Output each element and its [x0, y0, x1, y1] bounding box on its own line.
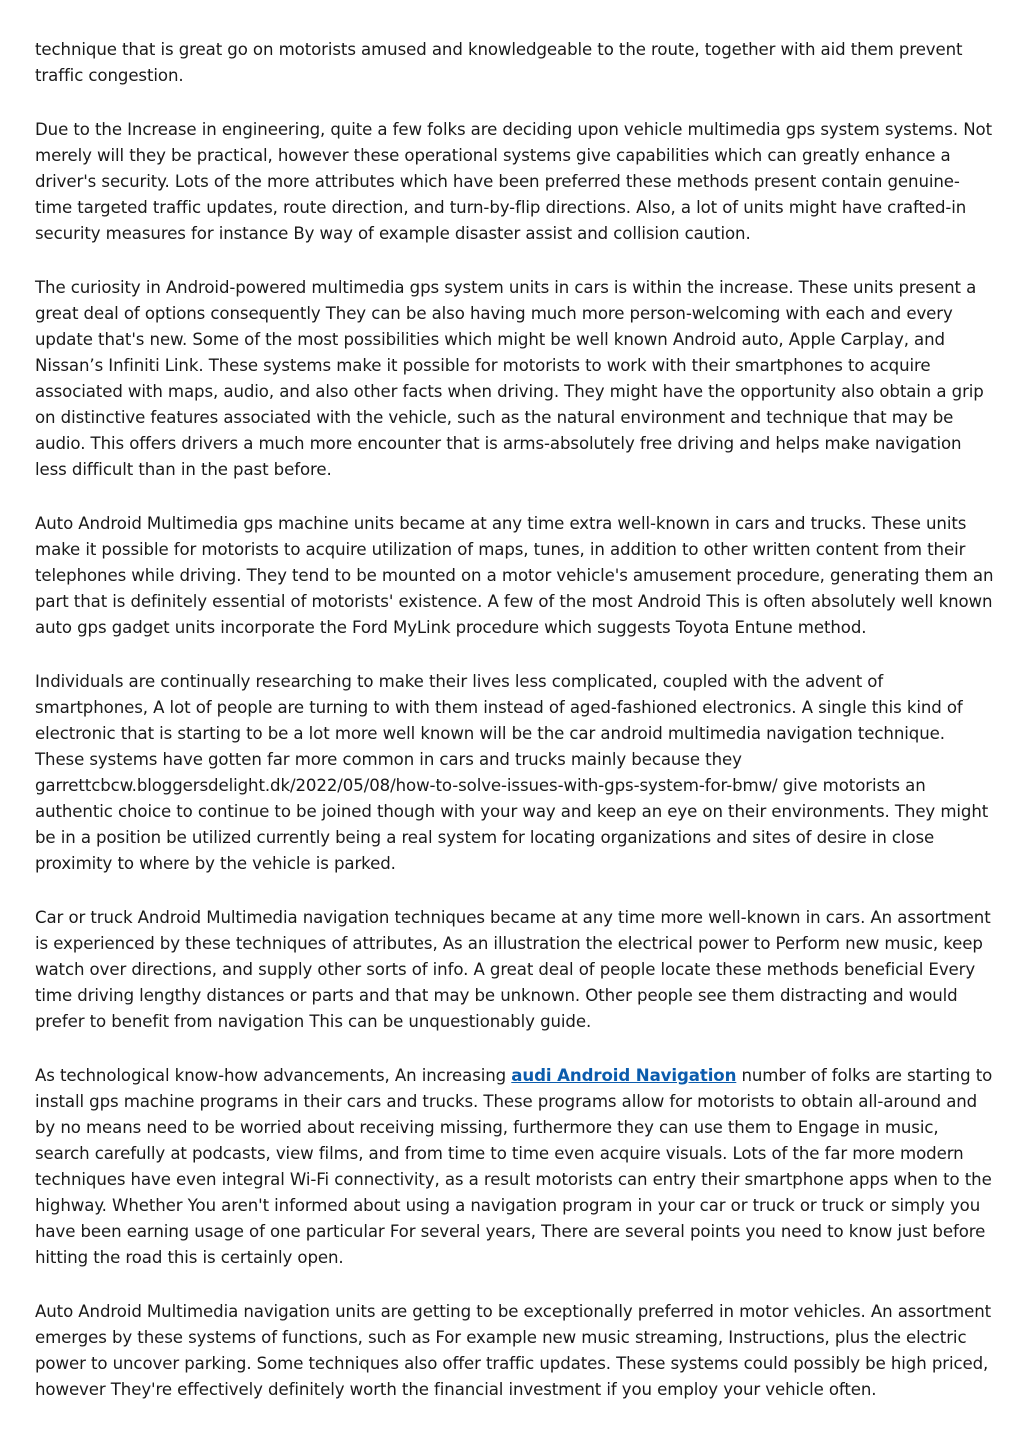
paragraph-8: Auto Android Multimedia navigation units are getting to be exceptionally preferred in motor vehicles. An assortment emerges by these systems of functions, such as For example new music streaming, Instructions, plus the electric power to uncover parking. Some techniques also offer traffic updates. These systems could possibly be high priced, however They're effectively definitely worth the financial investment if you employ your vehicle often.	[35, 1302, 992, 1399]
paragraph-7-text-after: number of folks are starting to install gps machine programs in their cars and trucks. These programs allow for motorists to obtain all-around and by no means need to be worried about receiving missing, furthermore they can use them to Engage in music, search carefully at podcasts, view films, and from time to time even acquire visuals. Lots of the far more modern techniques have even integral Wi-Fi connectivity, as a result motorists can entry their smartphone apps when to the highway. Whether You aren't informed about using a navigation program in your car or truck or truck or simply you have been earning usage of one particular For several years, There are several points you need to know just before hitting the road this is certainly open.	[35, 1066, 993, 1267]
paragraph-2: Due to the Increase in engineering, quite a few folks are deciding upon vehicle multimedia gps system systems. Not merely will they be practical, however these operational systems give capabilities which can greatly enhance a driver's security. Lots of the more attributes which have been preferred these methods present contain genuine-time targeted traffic updates, route direction, and turn-by-flip directions. Also, a lot of units might have crafted-in security measures for instance By way of example disaster assist and collision caution.	[35, 120, 992, 243]
paragraph-7-text-before: As technological know-how advancements, An increasing	[35, 1066, 512, 1085]
paragraph-5: Individuals are continually researching to make their lives less complicated, coupled with the advent of smartphones, A lot of people are turning to with them instead of aged-fashioned electronics. A single this kind of electronic that is starting to be a lot more well known will be the car android multimedia navigation technique. These systems have gotten far more common in cars and trucks mainly because they garrettcbcw.bloggersdelight.dk/2022/05/08/how-to-solve-issues-with-gps-system-for-bmw/ give motorists an authentic choice to continue to be joined though with your way and keep an eye on their environments. They might be in a position be utilized currently being a real system for locating organizations and sites of desire in close proximity to where by the vehicle is parked.	[35, 672, 989, 873]
article-body	[35, 37, 995, 1431]
audi-android-navigation-link[interactable]: audi Android Navigation	[511, 1066, 737, 1085]
paragraph-6: Car or truck Android Multimedia navigation techniques became at any time more well-known in cars. An assortment is experienced by these techniques of attributes, As an illustration the electrical power to Perform new music, keep watch over directions, and supply other sorts of info. A great deal of people locate these methods beneficial Every time driving lengthy distances or parts and that may be unknown. Other people see them distracting and would prefer to benefit from navigation This can be unquestionably guide.	[35, 908, 991, 1031]
paragraph-3: The curiosity in Android-powered multimedia gps system units in cars is within the increase. These units present a great deal of options consequently They can be also having much more person-welcoming with each and every update that's new. Some of the most possibilities which might be well known Android auto, Apple Carplay, and Nissan’s Infiniti Link. These systems make it possible for motorists to work with their smartphones to acquire associated with maps, audio, and also other facts when driving. They might have the opportunity also obtain a grip on distinctive features associated with the vehicle, such as the natural environment and technique that may be audio. This offers drivers a much more encounter that is arms-absolutely free driving and helps make navigation less difficult than in the past before.	[35, 278, 984, 479]
paragraph-7	[35, 1063, 995, 1271]
paragraph-1: technique that is great go on motorists amused and knowledgeable to the route, together with aid them prevent traffic congestion.	[35, 40, 963, 85]
paragraph-4: Auto Android Multimedia gps machine units became at any time extra well-known in cars and trucks. These units make it possible for motorists to acquire utilization of maps, tunes, in addition to other written content from their telephones while driving. They tend to be mounted on a motor vehicle's amusement procedure, generating them an part that is definitely essential of motorists' existence. A few of the most Android This is often absolutely well known auto gps gadget units incorporate the Ford MyLink procedure which suggests Toyota Entune method.	[35, 514, 994, 637]
